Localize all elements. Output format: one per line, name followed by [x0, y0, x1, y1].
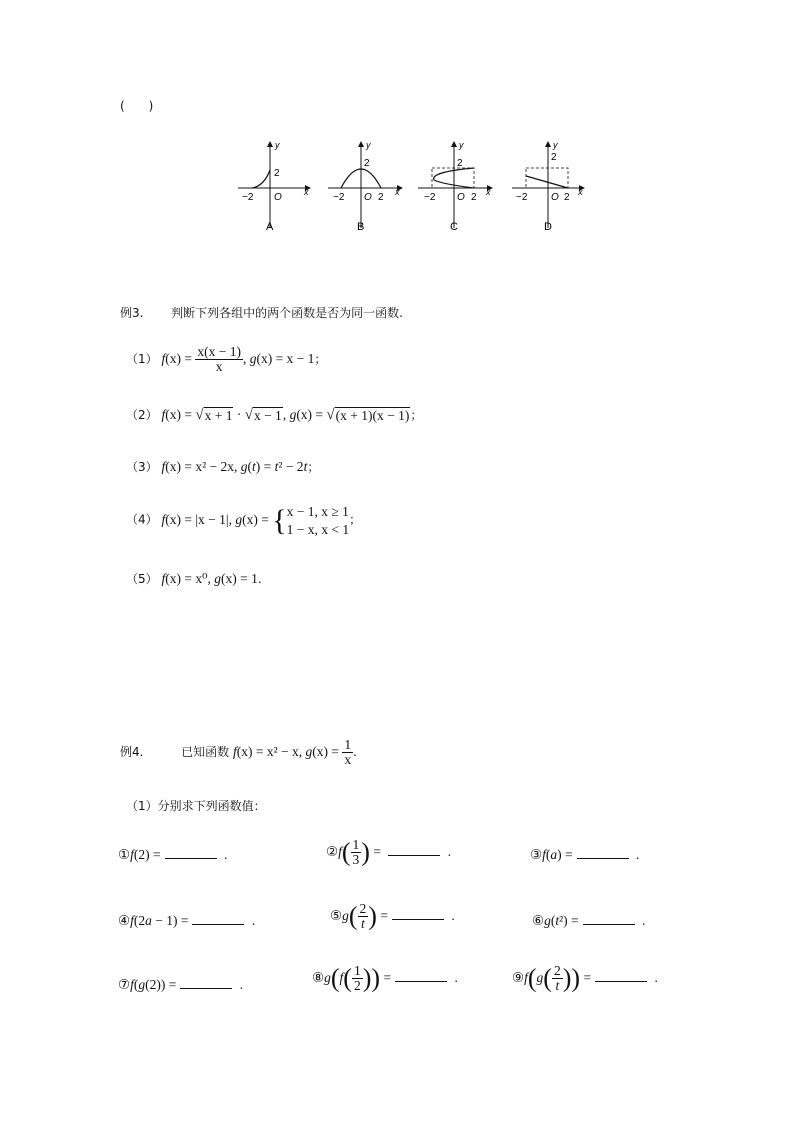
tick-neg2-d: −2 — [516, 192, 528, 203]
blank-8[interactable] — [395, 969, 447, 982]
circled-4: ④ — [118, 913, 131, 928]
circled-1: ① — [118, 847, 131, 862]
option-label-c: C — [450, 221, 458, 233]
blank-7[interactable] — [180, 976, 232, 989]
blank-5[interactable] — [392, 907, 444, 920]
example-3-label: 例3. — [120, 306, 144, 320]
q3-dot: . — [635, 847, 640, 862]
q8-dot: . — [454, 969, 458, 985]
tick-2-c-y: 2 — [457, 158, 463, 169]
item-number-5: （5） — [126, 572, 158, 586]
x-label-c: x — [486, 187, 491, 197]
graph-a — [238, 140, 310, 228]
item-number-1: （1） — [126, 351, 158, 366]
item-number-2: （2） — [126, 408, 158, 422]
circled-7: ⑦ — [118, 977, 131, 992]
option-label-a: A — [266, 221, 274, 233]
example-4-formula: f(x) = x² − x, g(x) = $\frac{1}{x}$ — [232, 737, 352, 768]
ex4-q2: ②f( $\frac{1}{3}$ ) = . — [326, 837, 452, 868]
blank-9[interactable] — [595, 969, 647, 982]
ex4-q9: ⑨f(g( $\frac{2}{t}$ )) = . — [512, 963, 658, 994]
ex4-q3: ③f(a) = . — [530, 847, 640, 862]
tick-2-d-x: 2 — [564, 192, 570, 203]
graph-c — [418, 140, 492, 228]
example-4-heading — [120, 738, 357, 767]
tick-2-a: 2 — [274, 168, 280, 179]
graph-d — [512, 140, 584, 228]
blank-1[interactable] — [165, 846, 217, 859]
x-label-b: x — [395, 187, 400, 197]
item-number-3: （3） — [126, 460, 158, 474]
q5-dot: . — [451, 907, 455, 923]
ex3-item-2 — [126, 406, 422, 424]
origin-c: O — [457, 192, 465, 203]
blank-4[interactable] — [192, 912, 244, 925]
circled-6: ⑥ — [532, 913, 545, 928]
tick-2-b-y: 2 — [364, 158, 370, 169]
y-label-d: y — [553, 140, 558, 150]
option-graphs — [230, 136, 600, 236]
example-3-heading — [120, 304, 403, 321]
origin-b: O — [364, 192, 372, 203]
formula-4: f(x) = |x − 1|, g(x) = { x − 1, x ≥ 1 1 − x, x < 1 — [161, 503, 350, 537]
y-label-c: y — [459, 140, 464, 150]
circled-8: ⑧ — [312, 969, 325, 985]
formula-1: f(x) = $\frac{x(x - 1)}{x}$ , g(x) = x − 1 — [161, 344, 315, 375]
example-3-title: 判断下列各组中的两个函数是否为同一函数. — [171, 306, 403, 320]
ex4-q1: ①f(2) = . — [118, 847, 228, 862]
answer-parentheses: ( ) — [120, 99, 154, 113]
circled-3: ③ — [530, 847, 543, 862]
blank-2[interactable] — [388, 843, 440, 856]
origin-d: O — [551, 192, 559, 203]
curve-a — [252, 170, 270, 188]
q9-dot: . — [654, 969, 658, 985]
formula-5: f(x) = x⁰, g(x) = 1 — [161, 571, 258, 586]
ex4-q5: ⑤g( $\frac{2}{t}$ ) = . — [330, 901, 455, 932]
q7-dot: . — [239, 977, 244, 992]
circled-9: ⑨ — [512, 969, 525, 985]
formula-3: f(x) = x² − 2x, g(t) = t² − 2t — [161, 459, 308, 474]
tick-2-c-x: 2 — [471, 192, 477, 203]
option-label-b: B — [357, 221, 365, 233]
x-label-d: x — [578, 187, 583, 197]
dot-5: . — [257, 572, 262, 586]
tick-2-d-y: 2 — [551, 152, 557, 163]
ex4-dot: . — [353, 744, 357, 759]
example-4-title: 已知函数 — [181, 744, 230, 759]
ex4-sub1: （1）分别求下列函数值： — [126, 799, 266, 813]
circled-2: ② — [326, 843, 339, 859]
curve-d — [526, 176, 568, 188]
ex4-q8: ⑧g(f( $\frac{1}{2}$ )) = . — [312, 963, 458, 994]
ex3-item-5 — [126, 570, 262, 587]
q4-dot: . — [251, 913, 256, 928]
tick-neg2-a: −2 — [242, 192, 254, 203]
ex3-item-4 — [126, 503, 361, 538]
tick-neg2-b: −2 — [333, 192, 345, 203]
y-label-a: y — [275, 140, 280, 150]
item-number-4: （4） — [126, 512, 158, 527]
ex4-q4: ④f(2a − 1) = . — [118, 913, 256, 928]
origin-a: O — [274, 192, 282, 203]
q6-dot: . — [642, 913, 646, 928]
semi-4: ； — [349, 512, 362, 527]
formula-2: f(x) = √ x + 1 · √ x − 1 , g(x) = √ (x + 1)(x − 1) — [161, 407, 410, 423]
semi-1: ； — [314, 351, 327, 366]
y-label-b: y — [366, 140, 371, 150]
blank-6[interactable] — [583, 912, 635, 925]
tick-neg2-c: −2 — [424, 192, 436, 203]
ex3-item-3 — [126, 458, 319, 475]
tick-2-b-x: 2 — [378, 192, 384, 203]
x-label-a: x — [304, 187, 309, 197]
semi-2: ； — [410, 408, 423, 422]
example-4-label: 例4. — [120, 744, 144, 759]
circled-5: ⑤ — [330, 907, 343, 923]
option-label-d: D — [544, 221, 552, 233]
graph-b — [328, 140, 402, 228]
q1-dot: . — [223, 847, 228, 862]
ex3-item-1 — [126, 345, 326, 374]
q2-dot: . — [447, 843, 452, 859]
blank-3[interactable] — [577, 846, 629, 859]
semi-3: ； — [307, 460, 320, 474]
ex4-q7: ⑦f(g(2)) = . — [118, 977, 244, 992]
ex4-q6: ⑥g(t²) = . — [532, 913, 646, 928]
